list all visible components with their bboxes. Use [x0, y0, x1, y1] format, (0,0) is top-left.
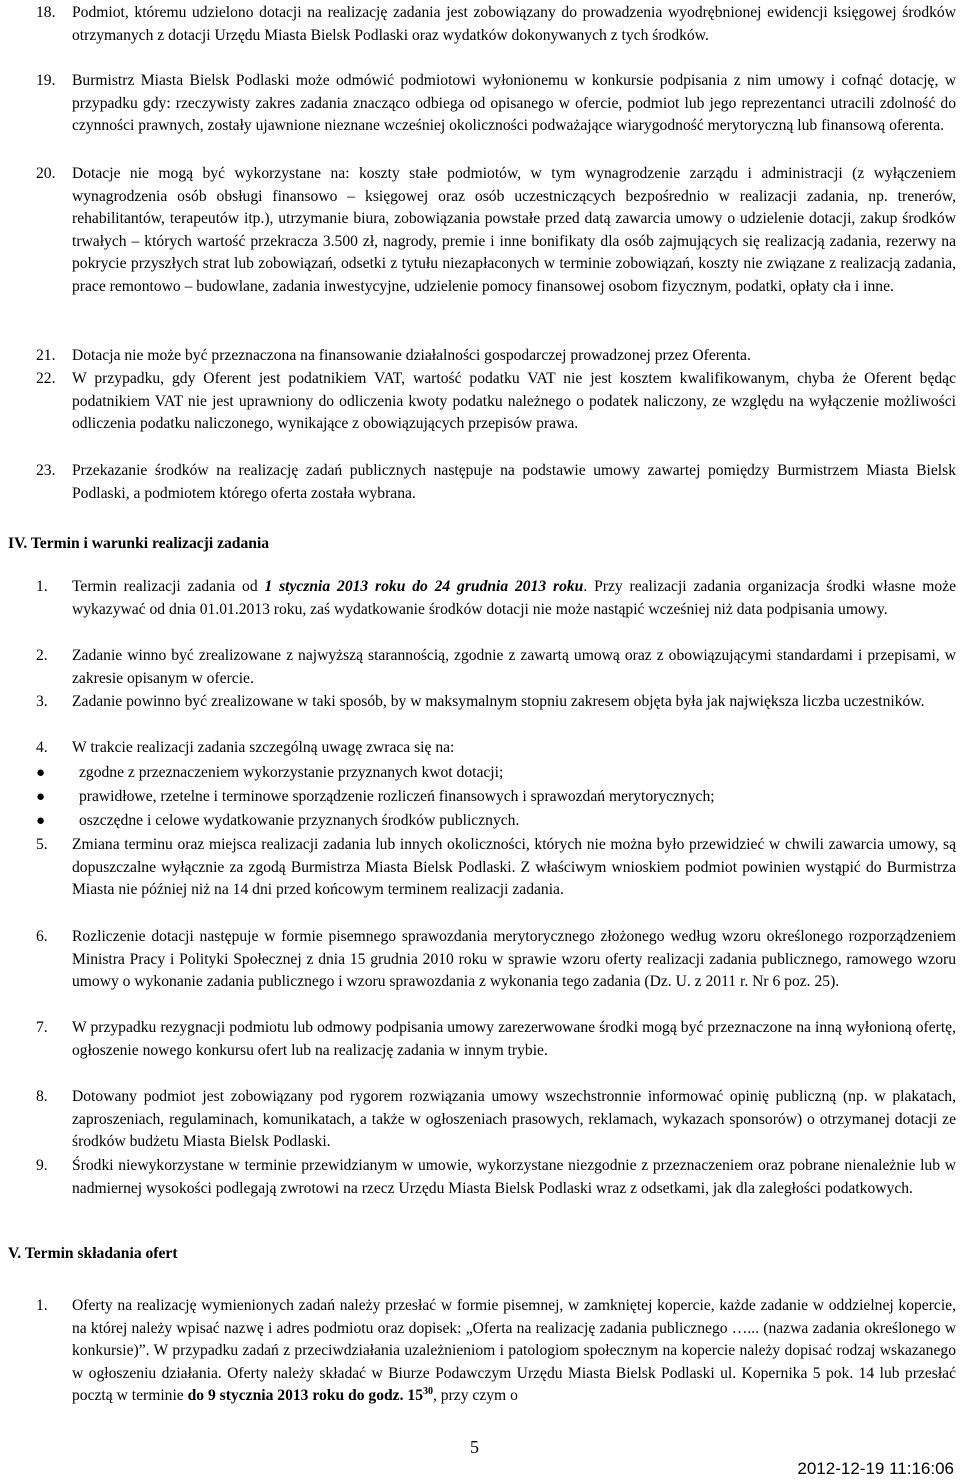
item-text — [72, 576, 956, 621]
bullet-icon: ● — [36, 789, 46, 805]
item-text-end: , przy czym o — [433, 1387, 518, 1405]
section5-item-1 — [36, 1295, 956, 1408]
paragraph-text: Dotacja nie może być przeznaczona na finansowanie działalności gospodarczej prowadzonej przez Oferenta. — [72, 347, 751, 364]
item-text: Zmiana terminu oraz miejsca realizacji zadania lub innych okoliczności, których nie można było przewidzieć w chwili zawarcia umowy, są dopuszczalne wyłącznie za zgodą Burmistrza Miasta Bielsk Podlaski. Z właściwym wnioskiem podmiot powinien wystąpić do Burmistrza Miasta nie później niż na 14 dni przed końcowym terminem realizacji zadania. — [72, 836, 956, 899]
paragraph-number: 22. — [36, 370, 56, 387]
paragraph-number: 23. — [36, 462, 56, 479]
paragraph-text: Przekazanie środków na realizację zadań publicznych następuje na podstawie umowy zawartej pomiędzy Burmistrzem Miasta Bielsk Podlaski, a podmiotem którego oferta została wybrana. — [72, 462, 956, 502]
bullet-item — [36, 786, 956, 809]
section4-item-6 — [36, 926, 956, 994]
paragraph-number: 18. — [36, 4, 56, 21]
section4-item-8 — [36, 1086, 956, 1154]
item-text: Zadanie powinno być zrealizowane w taki sposób, by w maksymalnym stopniu zakresem objęta była jak największa liczba uczestników. — [72, 693, 925, 710]
item-number: 9. — [36, 1157, 48, 1174]
section4-item-4 — [36, 737, 956, 760]
deadline-text: do 9 stycznia 2013 roku do godz. 15 — [187, 1387, 423, 1405]
paragraph-text: Burmistrz Miasta Bielsk Podlaski może odmówić podmiotowi wyłonionemu w konkursie podpisania z nim umowy i cofnąć dotację, w przypadku gdy: rzeczywisty zakres zadania znacząco odbiega od opisanego w ofercie, podmiot lub jego reprezentanci utracili zdolność do czynności prawnych, zostały ujawnione nieznane wcześniej okoliczności podważające wiarygodność merytoryczną lub finansową oferenta. — [72, 72, 956, 135]
paragraph-23 — [36, 460, 956, 505]
item-text-end: . Przy realizacji zadania organizacja środki własne może wykazywać od dnia 01.01.2013 roku, zaś wydatkowanie środków dotacji nie może nastąpić wcześniej niż data podpisania umowy. — [72, 578, 956, 618]
item-number: 7. — [36, 1019, 48, 1036]
item-number: 1. — [36, 1297, 48, 1314]
item-number: 5. — [36, 836, 48, 853]
item-number: 2. — [36, 647, 48, 664]
item-text-start: Termin realizacji zadania od — [72, 578, 265, 595]
bullet-item — [36, 810, 956, 833]
paragraph-number: 21. — [36, 347, 56, 364]
bullet-text: zgodne z przeznaczeniem wykorzystanie przyznanych kwot dotacji; — [79, 764, 504, 781]
paragraph-19 — [36, 70, 956, 138]
item-text — [72, 1295, 956, 1408]
section4-item-1 — [36, 576, 956, 621]
section4-item-3 — [36, 691, 956, 714]
item-number: 8. — [36, 1088, 48, 1105]
bullet-icon: ● — [36, 765, 46, 781]
paragraph-22 — [36, 368, 956, 436]
term-dates: 1 stycznia 2013 roku do 24 grudnia 2013 roku — [264, 578, 584, 595]
item-text: W trakcie realizacji zadania szczególną uwagę zwraca się na: — [72, 739, 455, 756]
section4-item-9 — [36, 1155, 956, 1200]
paragraph-text: Podmiot, któremu udzielono dotacji na realizację zadania jest zobowiązany do prowadzenia wyodrębnionej ewidencji księgowej środków otrzymanych z dotacji Urzędu Miasta Bielsk Podlaski oraz wydatków dokonywanych z tych środków. — [72, 4, 956, 44]
page-number: 5 — [470, 1437, 479, 1457]
section-heading-v: V. Termin składania ofert — [8, 1245, 178, 1262]
bullet-item — [36, 762, 956, 785]
item-text: Środki niewykorzystane w terminie przewidzianym w umowie, wykorzystane niezgodnie z przeznaczeniem oraz pobrane nienależnie lub w nadmiernej wysokości podlegają zwrotowi na rzecz Urzędu Miasta Bielsk Podlaski wraz z odsetkami, jak dla zaległości podatkowych. — [72, 1157, 956, 1197]
paragraph-number: 20. — [36, 165, 56, 182]
section4-item-7 — [36, 1017, 956, 1062]
item-number: 1. — [36, 578, 48, 595]
item-text: Dotowany podmiot jest zobowiązany pod rygorem rozwiązania umowy wszechstronnie informować opinię publiczną (np. w plakatach, zaproszeniach, regulaminach, komunikatach, a także w ogłoszeniach prasowych, reklamach, wykazach sponsorów) o otrzymanej dotacji ze środków budżetu Miasta Bielsk Podlaski. — [72, 1088, 956, 1151]
item-text: Rozliczenie dotacji następuje w formie pisemnego sprawozdania merytorycznego złożonego według wzoru określonego rozporządzeniem Ministra Pracy i Polityki Społecznej z dnia 15 grudnia 2010 roku w sprawie wzoru oferty realizacji zadania publicznego, ramowego wzoru umowy o wykonanie zadania publicznego i wzoru sprawozdania z wykonania tego zadania (Dz. U. z 2011 r. Nr 6 poz. 25). — [72, 928, 956, 991]
item-text: Zadanie winno być zrealizowane z najwyższą starannością, zgodnie z zawartą umową oraz z obowiązującymi standardami i przepisami, w zakresie opisanym w ofercie. — [72, 647, 956, 687]
section-heading-iv: IV. Termin i warunki realizacji zadania — [8, 535, 270, 552]
paragraph-21 — [36, 345, 956, 368]
item-text-start: Oferty na realizację wymienionych zadań należy przesłać w formie pisemnej, w zamkniętej kopercie, każde zadanie w oddzielnej kopercie, na której należy wpisać nazwę i adres podmiotu oraz dopisek: „Oferta na realizację zadania publicznego …... (nazwa zadania określonego w konkursie)”. W przypadku zadań z przeciwdziałania uzależnieniom i patologiom społecznym na kopercie należy dopisać rodzaj wskazanego w ogłoszeniu działania. Oferty należy składać w Biurze Podawczym Urzędu Miasta Bielsk Podlaski ul. Kopernika 5 pok. 14 lub przesłać pocztą w terminie — [72, 1297, 956, 1405]
paragraph-text: Dotacje nie mogą być wykorzystane na: koszty stałe podmiotów, w tym wynagrodzenie zarządu i administracji (z wyłączeniem wynagrodzenia osób obsługi finansowo – księgowej oraz osób uczestniczących bezpośrednio w realizacji zadania, np. trenerów, rehabilitantów, terapeutów itp.), utrzymanie biura, zobowiązania powstałe przed datą zawarcia umowy o udzielenie dotacji, zakup środków trwałych – których wartość przekracza 3.500 zł, nagrody, premie i inne bonifikaty dla osób zajmujących się realizacją zadania, rezerwy na pokrycie przyszłych strat lub zobowiązań, odsetki z tytułu niezapłaconych w terminie zobowiązań, koszty nie związane z realizacją zadania, prace remontowo – budowlane, zadania inwestycyjne, udzielenie pomocy finansowej osobom fizycznym, podatki, opłaty cła i inne. — [72, 165, 956, 295]
print-timestamp: 2012-12-19 11:16:06 — [797, 1459, 954, 1478]
item-number: 6. — [36, 928, 48, 945]
paragraph-20 — [36, 163, 956, 299]
paragraph-18 — [36, 2, 956, 47]
bullet-text: oszczędne i celowe wydatkowanie przyznanych środków publicznych. — [79, 812, 520, 829]
bullet-icon: ● — [36, 813, 46, 829]
deadline-minutes: 30 — [423, 1386, 433, 1398]
item-number: 4. — [36, 739, 48, 756]
section4-item-5 — [36, 834, 956, 902]
paragraph-number: 19. — [36, 72, 56, 89]
item-text: W przypadku rezygnacji podmiotu lub odmowy podpisania umowy zarezerwowane środki mogą być przeznaczone na inną wyłonioną ofertę, ogłoszenie nowego konkursu ofert lub na realizację zadania w innym trybie. — [72, 1019, 956, 1059]
paragraph-text: W przypadku, gdy Oferent jest podatnikiem VAT, wartość podatku VAT nie jest kosztem kwalifikowanym, chyba że Oferent będąc podatnikiem VAT nie jest uprawniony do odliczenia kwoty podatku należnego o podatek naliczony, ze względu na wyłączenie możliwości odliczenia podatku naliczonego, wynikające z obowiązujących przepisów prawa. — [72, 370, 956, 433]
bullet-text: prawidłowe, rzetelne i terminowe sporządzenie rozliczeń finansowych i sprawozdań merytorycznych; — [79, 788, 715, 805]
item-number: 3. — [36, 693, 48, 710]
section4-item-2 — [36, 645, 956, 690]
